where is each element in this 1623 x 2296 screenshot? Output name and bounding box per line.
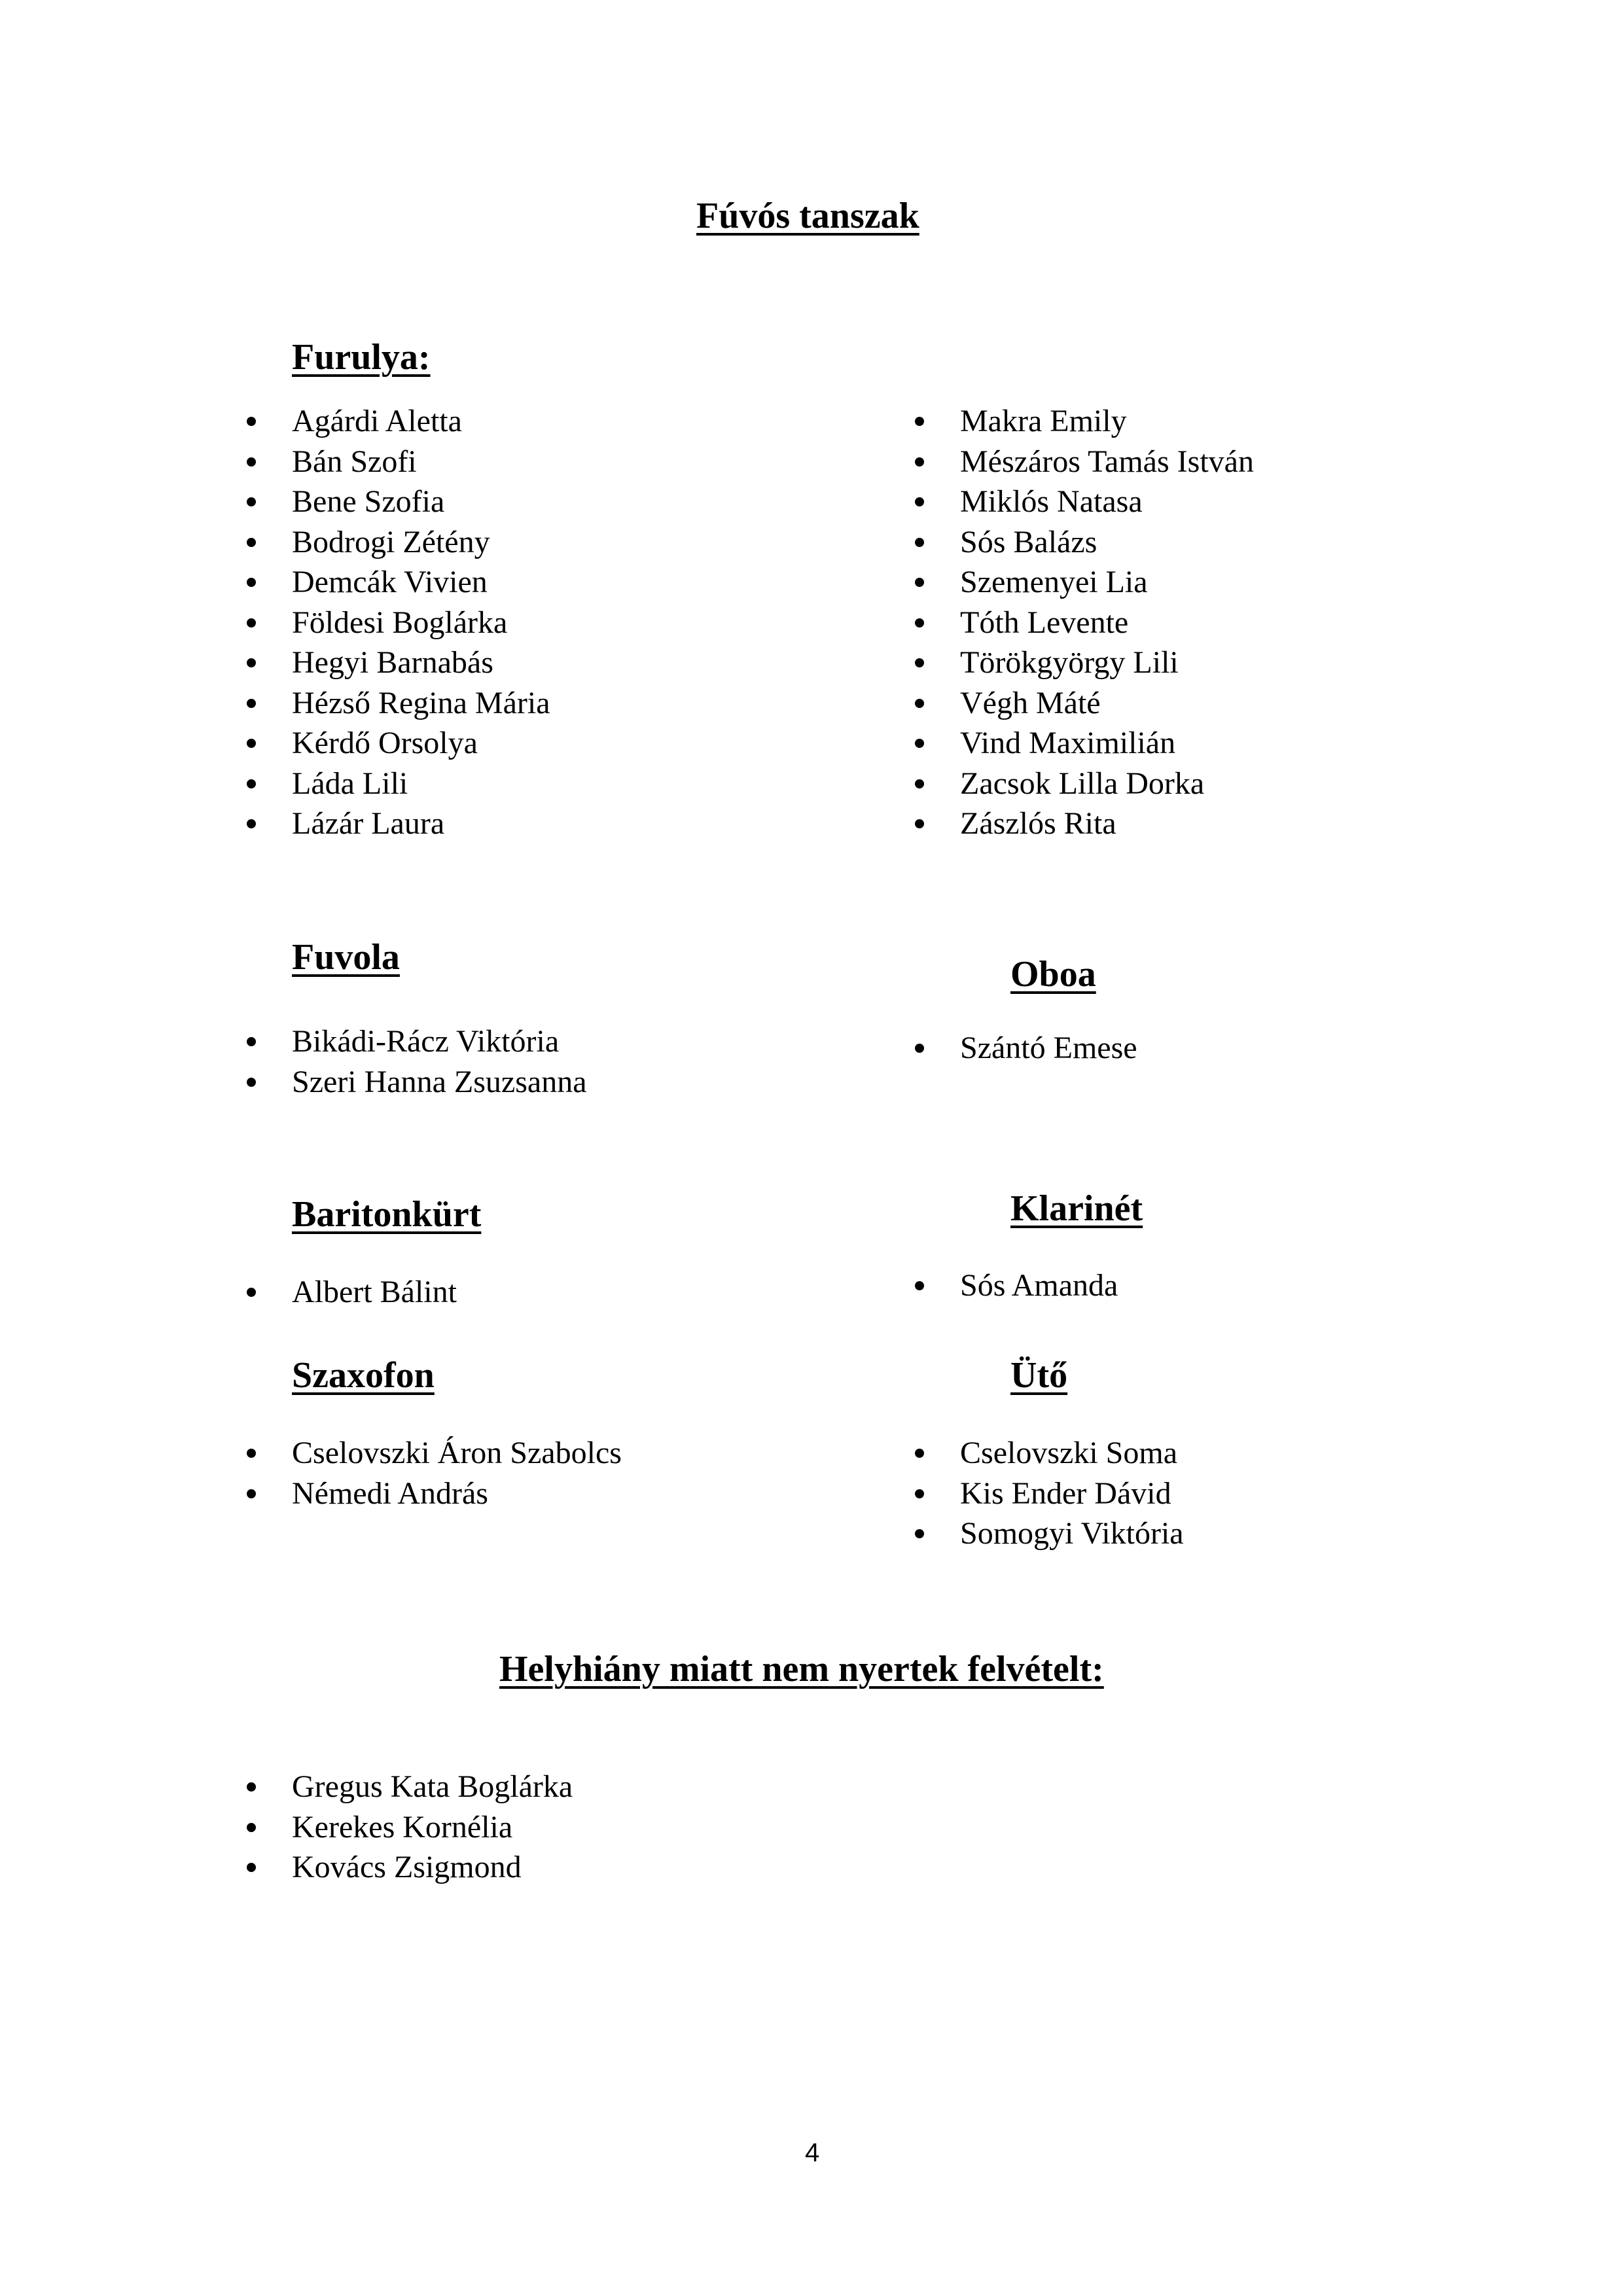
list-item: Somogyi Viktória — [914, 1513, 1184, 1554]
list-item: Makra Emily — [914, 401, 1254, 442]
furulya-list-right — [914, 401, 1254, 844]
list-item: Cselovszki Soma — [914, 1433, 1184, 1474]
list-item: Mészáros Tamás István — [914, 442, 1254, 482]
section-title-fuvola: Fuvola — [292, 937, 400, 978]
list-item: Agárdi Aletta — [245, 401, 550, 442]
szaxofon-list — [245, 1433, 622, 1513]
list-item: Hézső Regina Mária — [245, 683, 550, 724]
section-title-helyhiany: Helyhiány miatt nem nyertek felvételt: — [499, 1649, 1104, 1689]
list-item: Törökgyörgy Lili — [914, 643, 1254, 683]
furulya-list-left — [245, 401, 550, 844]
list-item: Végh Máté — [914, 683, 1254, 724]
uto-list — [914, 1433, 1184, 1554]
list-item: Bán Szofi — [245, 442, 550, 482]
list-item: Kerekes Kornélia — [245, 1807, 573, 1848]
list-item: Lázár Laura — [245, 804, 550, 844]
list-item: Sós Balázs — [914, 522, 1254, 563]
list-item: Gregus Kata Boglárka — [245, 1767, 573, 1807]
page-number: 4 — [805, 2138, 820, 2167]
list-item: Bikádi-Rácz Viktória — [245, 1021, 587, 1062]
section-title-klarinet: Klarinét — [1010, 1188, 1143, 1229]
list-item: Szántó Emese — [914, 1028, 1137, 1069]
list-item: Kovács Zsigmond — [245, 1847, 573, 1888]
section-title-oboa: Oboa — [1010, 954, 1096, 995]
list-item: Bene Szofia — [245, 482, 550, 522]
list-item: Kérdő Orsolya — [245, 723, 550, 764]
list-item: Földesi Boglárka — [245, 603, 550, 643]
section-title-baritonkurt: Baritonkürt — [292, 1194, 482, 1235]
section-title-uto: Ütő — [1010, 1355, 1068, 1396]
oboa-list — [914, 1028, 1137, 1069]
list-item: Sós Amanda — [914, 1265, 1118, 1306]
list-item: Tóth Levente — [914, 603, 1254, 643]
list-item: Demcák Vivien — [245, 562, 550, 603]
list-item: Hegyi Barnabás — [245, 643, 550, 683]
list-item: Bodrogi Zétény — [245, 522, 550, 563]
list-item: Cselovszki Áron Szabolcs — [245, 1433, 622, 1474]
list-item: Szemenyei Lia — [914, 562, 1254, 603]
list-item: Némedi András — [245, 1474, 622, 1514]
list-item: Zászlós Rita — [914, 804, 1254, 844]
page-title: Fúvós tanszak — [696, 196, 919, 236]
helyhiany-list — [245, 1767, 573, 1888]
list-item: Láda Lili — [245, 764, 550, 804]
list-item: Szeri Hanna Zsuzsanna — [245, 1062, 587, 1103]
list-item: Albert Bálint — [245, 1272, 457, 1313]
list-item: Kis Ender Dávid — [914, 1474, 1184, 1514]
baritonkurt-list — [245, 1272, 457, 1313]
section-title-furulya: Furulya: — [292, 337, 431, 378]
fuvola-list — [245, 1021, 587, 1102]
list-item: Miklós Natasa — [914, 482, 1254, 522]
list-item: Vind Maximilián — [914, 723, 1254, 764]
klarinet-list — [914, 1265, 1118, 1306]
section-title-szaxofon: Szaxofon — [292, 1355, 435, 1396]
list-item: Zacsok Lilla Dorka — [914, 764, 1254, 804]
